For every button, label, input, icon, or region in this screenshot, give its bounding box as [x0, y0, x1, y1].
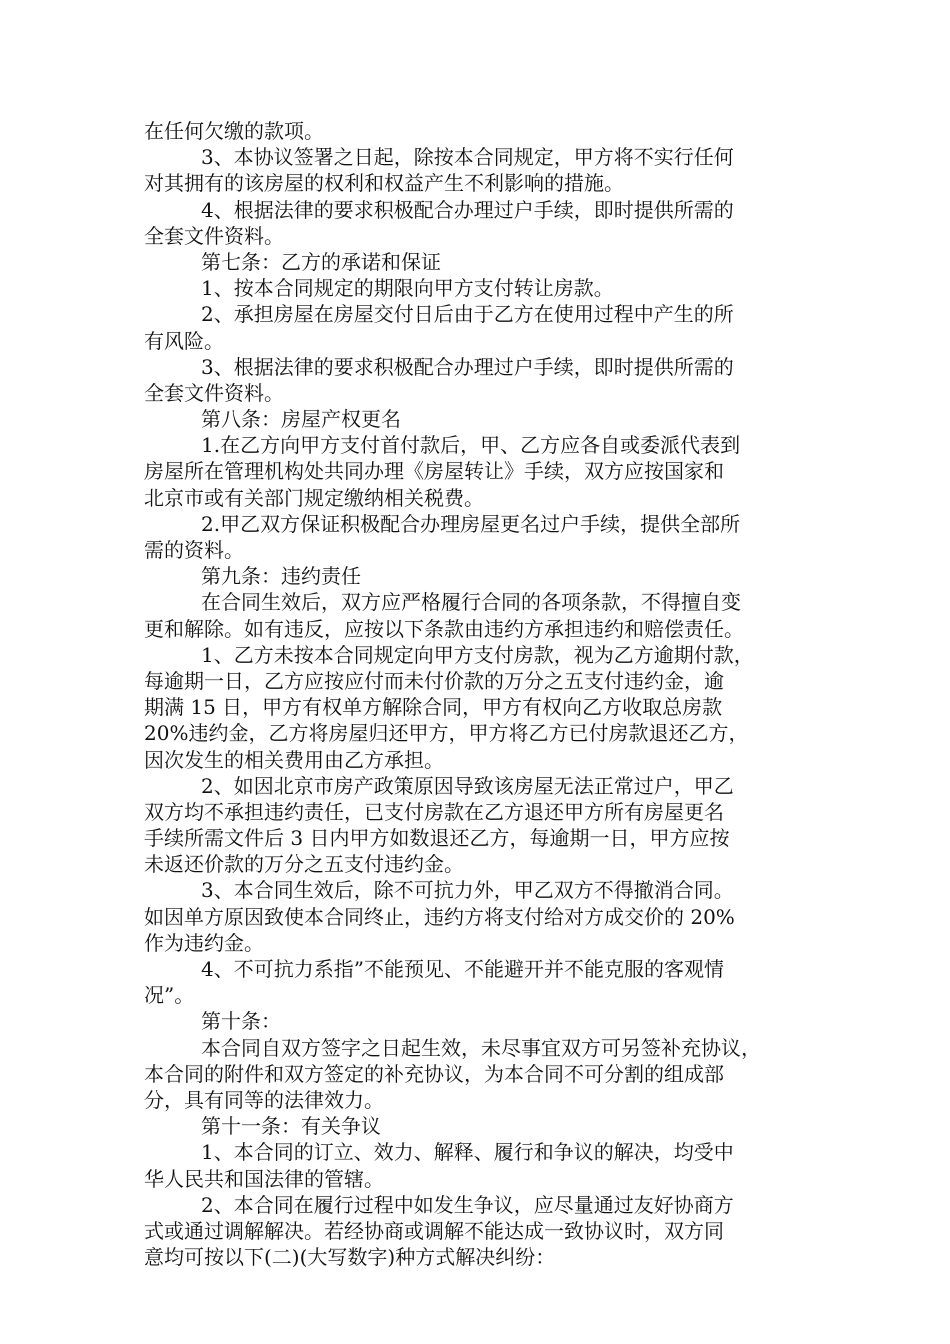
text-line: 4、不可抗力系指”不能预见、不能避开并不能克服的客观情	[201, 957, 724, 981]
text-line: 第八条：房屋产权更名	[201, 407, 401, 432]
text-line: 因次发生的相关费用由乙方承担。	[144, 747, 444, 772]
contract-page	[144, 118, 814, 1270]
text-line: 第九条：违约责任	[201, 564, 361, 589]
text-line: 2、如因北京市房产政策原因导致该房屋无法正常过户，甲乙	[201, 773, 734, 798]
text-line: 房屋所在管理机构处共同办理《房屋转让》手续，双方应按国家和	[144, 459, 724, 484]
text-line: 有风险。	[144, 328, 224, 353]
text-line: 每逾期一日，乙方应按应付而未付价款的万分之五支付违约金，逾	[144, 668, 724, 693]
text-line: 手续所需文件后 3 日内甲方如数退还乙方，每逾期一日，甲方应按	[144, 826, 730, 851]
text-line: 对其拥有的该房屋的权利和权益产生不利影响的措施。	[144, 171, 624, 196]
text-line: 分，具有同等的法律效力。	[144, 1087, 384, 1112]
text-line: 2、承担房屋在房屋交付日后由于乙方在使用过程中产生的所	[201, 302, 734, 327]
text-line: 3、本协议签署之日起，除按本合同规定，甲方将不实行任何	[201, 145, 734, 170]
text-line: 北京市或有关部门规定缴纳相关税费。	[144, 485, 484, 510]
text-line: 更和解除。如有违反，应按以下条款由违约方承担违约和赔偿责任。	[144, 616, 744, 641]
text-line: 况”。	[144, 983, 195, 1008]
text-line: 式或通过调解解决。若经协商或调解不能达成一致协议时，双方同	[144, 1218, 724, 1243]
text-line: 4、根据法律的要求积极配合办理过户手续，即时提供所需的	[201, 197, 734, 222]
text-line: 期满 15 日，甲方有权单方解除合同，甲方有权向乙方收取总房款	[144, 695, 723, 720]
text-line: 2.甲乙双方保证积极配合办理房屋更名过户手续，提供全部所	[201, 511, 741, 536]
text-line: 未返还价款的万分之五支付违约金。	[144, 852, 464, 877]
text-line: 在任何欠缴的款项。	[144, 119, 324, 143]
text-line: 2、本合同在履行过程中如发生争议，应尽量通过友好协商方	[201, 1192, 734, 1217]
text-line: 全套文件资料。	[144, 380, 284, 405]
text-line: 第七条：乙方的承诺和保证	[201, 249, 441, 274]
text-line: 1、乙方未按本合同规定向甲方支付房款，视为乙方逾期付款，	[201, 642, 754, 667]
text-line: 在合同生效后，双方应严格履行合同的各项条款，不得擅自变	[201, 590, 741, 615]
text-line: 20%违约金，乙方将房屋归还甲方，甲方将乙方已付房款退还乙方，	[144, 721, 749, 746]
text-line: 3、根据法律的要求积极配合办理过户手续，即时提供所需的	[201, 354, 734, 379]
text-line: 第十条：	[201, 1009, 281, 1034]
text-line: 3、本合同生效后，除不可抗力外，甲乙双方不得撤消合同。	[201, 878, 734, 903]
text-line: 1、本合同的订立、效力、解释、履行和争议的解决，均受中	[201, 1140, 734, 1165]
text-line: 第十一条：有关争议	[201, 1114, 381, 1139]
text-line: 全套文件资料。	[144, 223, 284, 248]
text-line: 作为违约金。	[144, 930, 264, 955]
text-line: 需的资料。	[144, 538, 244, 562]
text-line: 1、按本合同规定的期限向甲方支付转让房款。	[201, 276, 614, 301]
text-line: 如因单方原因致使本合同终止，违约方将支付给对方成交价的 20%	[144, 904, 735, 929]
text-line: 本合同自双方签字之日起生效，未尽事宜双方可另签补充协议，	[201, 1035, 761, 1060]
text-line: 华人民共和国法律的管辖。	[144, 1166, 384, 1191]
text-line: 本合同的附件和双方签定的补充协议，为本合同不可分割的组成部	[144, 1061, 724, 1086]
text-line: 1.在乙方向甲方支付首付款后，甲、乙方应各自或委派代表到	[201, 433, 741, 458]
text-line: 意均可按以下(二)(大写数字)种方式解决纠纷：	[144, 1245, 556, 1270]
text-line: 双方均不承担违约责任，已支付房款在乙方退还甲方所有房屋更名	[144, 799, 724, 824]
